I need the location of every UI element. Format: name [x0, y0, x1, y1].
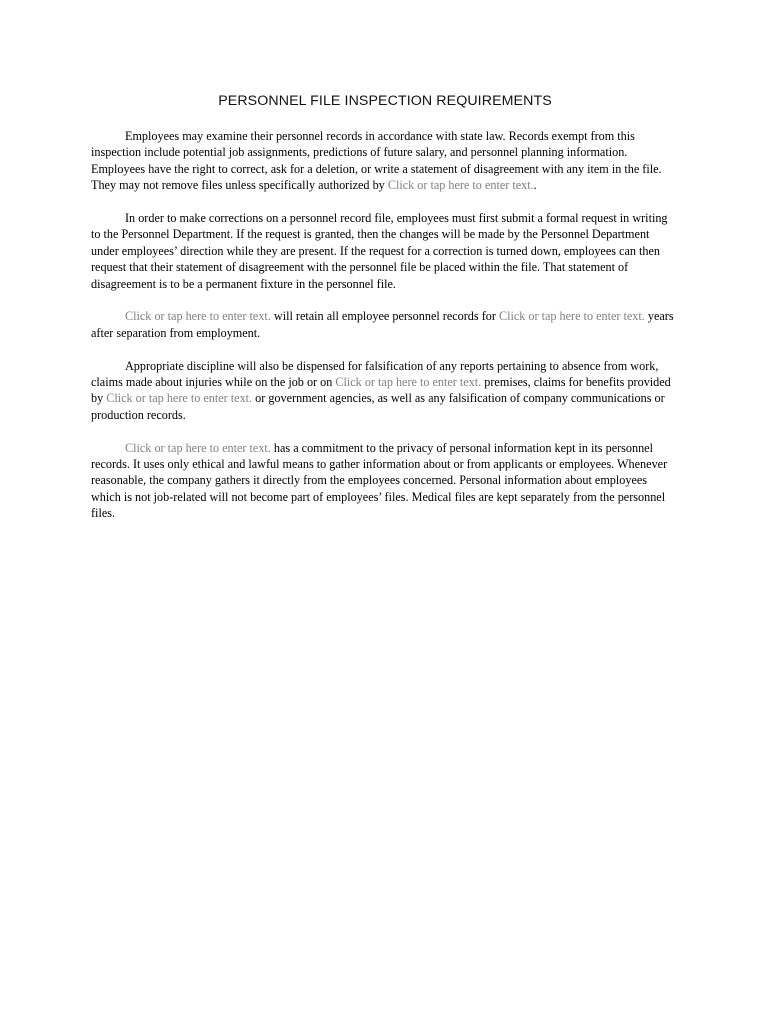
- placeholder-company-name-field[interactable]: Click or tap here to enter text.: [125, 309, 271, 324]
- paragraph-text: Employees may examine their personnel records in accordance with state law. Records exempt from this inspection include potential job assignments, predictions of future salary, and personnel planning information. Employees have the right to correct, ask for a deletion, or write a statement of disagreement with any item in the file. They may not remove files unless specifically authorized by: [91, 129, 662, 193]
- paragraph-text: will retain all employee personnel records for: [270, 309, 499, 324]
- paragraph-privacy: [91, 440, 679, 522]
- paragraph-text: Appropriate discipline will also be dispensed for falsification of any reports pertaining to absence from work, claims made about injuries while on the job or on: [91, 358, 659, 390]
- document-body: [91, 128, 679, 538]
- document-title: PERSONNEL FILE INSPECTION REQUIREMENTS: [218, 93, 552, 109]
- paragraph-text: premises, claims for benefits provided by: [91, 375, 671, 406]
- paragraph-text: years after separation from employment.: [91, 309, 674, 340]
- placeholder-benefits-provider-field[interactable]: Click or tap here to enter text.: [106, 391, 253, 406]
- paragraph-corrections: In order to make corrections on a personnel record file, employees must first submit a formal request in writing to the Personnel Department. If the request is granted, then the changes will be made by the Personnel Department under employees’ direction while they are present. If the request for a correction is turned down, employees can then request that their statement of disagreement with the personnel file be placed within the file. That statement of disagreement is to be a permanent fixture in the personnel file.: [91, 211, 668, 291]
- paragraph-inspection-rights: [91, 128, 679, 194]
- placeholder-company-commitment-field[interactable]: Click or tap here to enter text.: [125, 440, 271, 455]
- placeholder-years-field[interactable]: Click or tap here to enter text.: [498, 309, 645, 324]
- placeholder-authorizer-field[interactable]: Click or tap here to enter text.: [387, 178, 534, 193]
- paragraph-text: .: [533, 178, 537, 193]
- paragraph-text: has a commitment to the privacy of personal information kept in its personnel records. It uses only ethical and lawful means to gather information about or from applicants or employees. Whenever reasonable, the company gathers it directly from the employees concerned. Personal information about employees which is not job-related will not become part of employees’ files. Medical files are kept separately from the personnel files.: [91, 440, 668, 521]
- paragraph-retention: [91, 308, 679, 341]
- paragraph-text: or government agencies, as well as any falsification of company communications or production records.: [91, 391, 665, 422]
- placeholder-premises-field[interactable]: Click or tap here to enter text.: [335, 375, 482, 390]
- paragraph-discipline: [91, 358, 679, 424]
